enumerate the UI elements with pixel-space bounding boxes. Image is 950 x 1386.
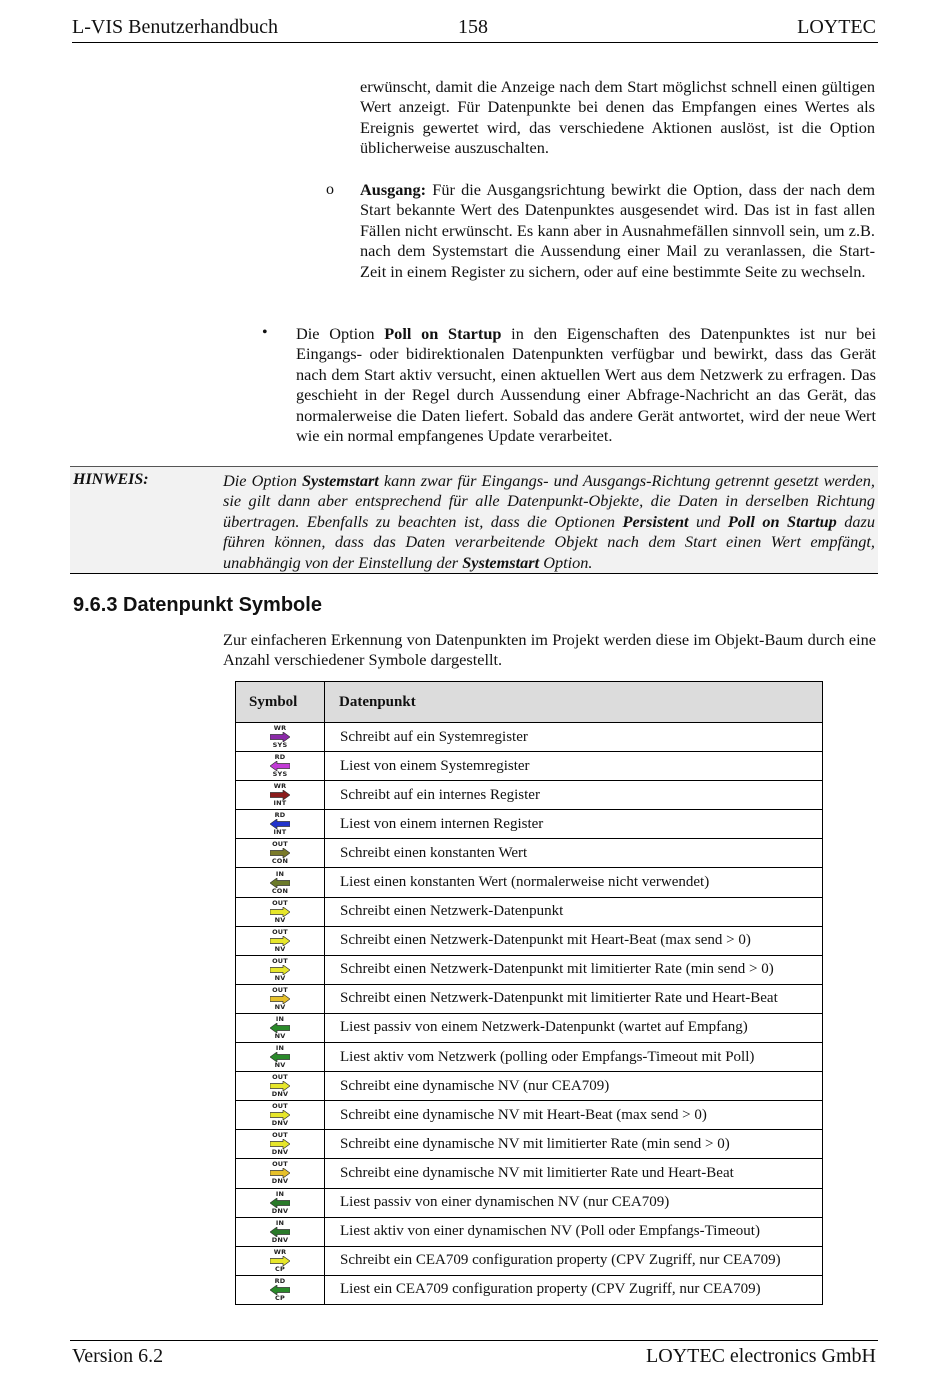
symbol-table	[235, 681, 823, 1305]
datapoint-description: Liest passiv von einer dynamischen NV (nur CEA709)	[325, 1188, 823, 1217]
datapoint-description: Liest passiv von einem Netzwerk-Datenpunkt (wartet auf Empfang)	[325, 1013, 823, 1042]
page-header	[72, 14, 878, 43]
datapoint-description: Schreibt einen Netzwerk-Datenpunkt	[325, 897, 823, 926]
datapoint-description: Schreibt einen Netzwerk-Datenpunkt mit limitierter Rate (min send > 0)	[325, 955, 823, 984]
datapoint-arrow-icon	[269, 1220, 291, 1244]
icon-top-label: OUT	[272, 898, 288, 907]
note-b1: Systemstart	[301, 471, 379, 490]
icon-top-label: RD	[274, 1276, 286, 1285]
note-b3: Poll on Startup	[727, 511, 837, 531]
symbol-cell	[236, 1188, 325, 1217]
icon-top-label: OUT	[272, 985, 288, 994]
icon-top-label: WR	[273, 782, 287, 791]
output-direction-paragraph	[360, 180, 875, 282]
header-page-number: 158	[458, 16, 488, 38]
icon-bottom-label: DNV	[271, 1148, 289, 1157]
symbol-cell	[236, 1072, 325, 1101]
header-company: LOYTEC	[797, 16, 876, 38]
icon-bottom-label: SYS	[272, 741, 288, 750]
symbol-cell	[236, 897, 325, 926]
note-t5: Option.	[539, 552, 593, 572]
note-t2: kann zwar für Eingangs- und Ausgangs-Richtung getrennt gesetzt werden, sie gilt dann aber entsprechend für alle Datenpunkt-Objekte, die Daten in derselben Richtung übertragen. Ebenfalls zu beachten ist, dass die Optionen	[223, 471, 875, 531]
icon-top-label: RD	[274, 753, 286, 762]
icon-top-label: OUT	[272, 927, 288, 936]
table-row	[236, 1101, 823, 1130]
datapoint-arrow-icon	[269, 841, 291, 865]
poll-pre: Die Option	[296, 324, 385, 343]
icon-bottom-label: DNV	[271, 1235, 289, 1244]
section-heading: 9.6.3 Datenpunkt Symbole	[73, 594, 322, 616]
icon-top-label: IN	[275, 1189, 285, 1198]
symbol-cell	[236, 1043, 325, 1072]
symbol-cell	[236, 926, 325, 955]
datapoint-description: Schreibt ein CEA709 configuration property (CPV Zugriff, nur CEA709)	[325, 1246, 823, 1275]
dot-bullet: •	[262, 324, 268, 341]
note-t4: dazu führen können, dass das Daten verarbeitende Objekt nach dem Start einen Wert empfängt, unabhängig von der Einstellung der	[223, 511, 875, 572]
icon-top-label: OUT	[272, 840, 288, 849]
symbol-cell	[236, 781, 325, 810]
datapoint-arrow-icon	[269, 1074, 291, 1098]
icon-bottom-label: NV	[274, 944, 286, 953]
footer-version: Version 6.2	[72, 1345, 164, 1367]
icon-top-label: IN	[275, 869, 285, 878]
table-row	[236, 1072, 823, 1101]
datapoint-description: Schreibt einen Netzwerk-Datenpunkt mit Heart-Beat (max send > 0)	[325, 926, 823, 955]
note-box	[70, 466, 878, 574]
table-row	[236, 1246, 823, 1275]
icon-bottom-label: INT	[273, 828, 287, 837]
datapoint-arrow-icon	[269, 812, 291, 836]
table-row	[236, 1159, 823, 1188]
table-row	[236, 868, 823, 897]
datapoint-arrow-icon	[269, 1132, 291, 1156]
symbol-cell	[236, 1246, 325, 1275]
symbol-cell	[236, 752, 325, 781]
table-row	[236, 1188, 823, 1217]
icon-bottom-label: CON	[271, 857, 289, 866]
table-row	[236, 926, 823, 955]
table-row	[236, 897, 823, 926]
symbol-cell	[236, 1217, 325, 1246]
icon-top-label: IN	[275, 1044, 285, 1053]
symbol-cell	[236, 1101, 325, 1130]
icon-bottom-label: NV	[274, 1002, 286, 1011]
datapoint-arrow-icon	[269, 754, 291, 778]
datapoint-arrow-icon	[269, 1016, 291, 1040]
datapoint-description: Schreibt eine dynamische NV mit limitierter Rate (min send > 0)	[325, 1130, 823, 1159]
page-footer	[70, 1340, 878, 1371]
note-label: HINWEIS:	[73, 471, 149, 488]
datapoint-description: Liest ein CEA709 configuration property (CPV Zugriff, nur CEA709)	[325, 1275, 823, 1304]
section-intro: Zur einfacheren Erkennung von Datenpunkten im Projekt werden diese im Objekt-Baum durch eine Anzahl verschiedener Symbole dargestellt.	[223, 630, 876, 670]
symbol-cell	[236, 723, 325, 752]
table-row	[236, 1217, 823, 1246]
symbol-cell	[236, 1275, 325, 1304]
datapoint-arrow-icon	[269, 1249, 291, 1273]
datapoint-arrow-icon	[269, 929, 291, 953]
table-row	[236, 723, 823, 752]
datapoint-arrow-icon	[269, 1278, 291, 1302]
datapoint-description: Schreibt einen konstanten Wert	[325, 839, 823, 868]
symbol-cell	[236, 868, 325, 897]
datapoint-description: Liest von einem internen Register	[325, 810, 823, 839]
datapoint-description: Schreibt eine dynamische NV mit limitierter Rate und Heart-Beat	[325, 1159, 823, 1188]
startup-input-paragraph: erwünscht, damit die Anzeige nach dem Start möglichst schnell einen gültigen Wert anzeigt. Für Datenpunkte bei denen das Empfangen eines Wertes als Ereignis gewertet wird, das verschiedene Aktionen auslöst, ist die Option üblicherweise auszuschalten.	[360, 77, 875, 158]
header-datenpunkt: Datenpunkt	[325, 682, 823, 723]
datapoint-arrow-icon	[269, 783, 291, 807]
note-t3: und	[688, 511, 728, 531]
datapoint-description: Liest von einem Systemregister	[325, 752, 823, 781]
datapoint-description: Schreibt einen Netzwerk-Datenpunkt mit limitierter Rate und Heart-Beat	[325, 984, 823, 1013]
datapoint-arrow-icon	[269, 1191, 291, 1215]
icon-bottom-label: INT	[273, 799, 287, 808]
icon-bottom-label: NV	[274, 1061, 286, 1070]
datapoint-arrow-icon	[269, 1161, 291, 1185]
table-header-row	[236, 682, 823, 723]
icon-top-label: OUT	[272, 1102, 288, 1111]
symbol-cell	[236, 839, 325, 868]
datapoint-description: Liest aktiv vom Netzwerk (polling oder Empfangs-Timeout mit Poll)	[325, 1043, 823, 1072]
symbol-cell	[236, 984, 325, 1013]
icon-bottom-label: CP	[275, 1264, 285, 1273]
datapoint-description: Schreibt auf ein Systemregister	[325, 723, 823, 752]
table-row	[236, 1275, 823, 1304]
table-body	[236, 723, 823, 1305]
table-row	[236, 1130, 823, 1159]
header-manual-title: L-VIS Benutzerhandbuch	[72, 16, 279, 38]
icon-bottom-label: DNV	[271, 1206, 289, 1215]
table-row	[236, 1013, 823, 1042]
icon-top-label: WR	[273, 724, 287, 733]
datapoint-arrow-icon	[269, 1103, 291, 1127]
icon-top-label: RD	[274, 811, 286, 820]
table-row	[236, 839, 823, 868]
icon-bottom-label: DNV	[271, 1090, 289, 1099]
datapoint-description: Liest aktiv von einer dynamischen NV (Poll oder Empfangs-Timeout)	[325, 1217, 823, 1246]
datapoint-arrow-icon	[269, 1045, 291, 1069]
datapoint-description: Schreibt eine dynamische NV (nur CEA709)	[325, 1072, 823, 1101]
symbol-cell	[236, 1130, 325, 1159]
poll-term: Poll on Startup	[384, 324, 502, 343]
icon-top-label: OUT	[272, 1160, 288, 1169]
icon-bottom-label: NV	[274, 915, 286, 924]
icon-bottom-label: NV	[274, 1031, 286, 1040]
icon-bottom-label: CP	[275, 1293, 285, 1302]
table-row	[236, 781, 823, 810]
note-b2: Persistent	[622, 511, 689, 531]
icon-bottom-label: DNV	[271, 1119, 289, 1128]
icon-top-label: OUT	[272, 1073, 288, 1082]
datapoint-arrow-icon	[269, 958, 291, 982]
symbol-cell	[236, 955, 325, 984]
datapoint-arrow-icon	[269, 725, 291, 749]
note-b4: Systemstart	[462, 552, 540, 572]
datapoint-description: Schreibt auf ein internes Register	[325, 781, 823, 810]
note-t1: Die Option	[223, 471, 302, 490]
icon-top-label: IN	[275, 1014, 285, 1023]
note-text	[223, 471, 875, 573]
datapoint-description: Schreibt eine dynamische NV mit Heart-Beat (max send > 0)	[325, 1101, 823, 1130]
datapoint-description: Liest einen konstanten Wert (normalerweise nicht verwendet)	[325, 868, 823, 897]
datapoint-arrow-icon	[269, 987, 291, 1011]
table-row	[236, 1043, 823, 1072]
output-term: Ausgang:	[360, 180, 427, 199]
icon-bottom-label: CON	[271, 886, 289, 895]
icon-top-label: IN	[275, 1218, 285, 1227]
symbol-cell	[236, 810, 325, 839]
output-text: Für die Ausgangsrichtung bewirkt die Option, dass der nach dem Start bekannte Wert des Datenpunktes ausgesendet wird. Das ist in fast allen Fällen nicht erwünscht. Es kann aber in Ausnahmefällen sinnvoll sein, um z.B. nach dem Systemstart die Aussendung einer Mail zu veranlassen, die Start-Zeit in einem Register zu sichern, oder auf eine bestimmte Seite zu wechseln.	[360, 180, 875, 281]
circle-bullet: o	[326, 181, 334, 198]
table-row	[236, 752, 823, 781]
symbol-cell	[236, 1159, 325, 1188]
table-row	[236, 955, 823, 984]
header-symbol: Symbol	[236, 682, 325, 723]
datapoint-arrow-icon	[269, 900, 291, 924]
icon-top-label: OUT	[272, 1131, 288, 1140]
poll-on-startup-paragraph	[296, 324, 876, 446]
footer-company: LOYTEC electronics GmbH	[646, 1345, 876, 1367]
icon-bottom-label: SYS	[272, 770, 288, 779]
icon-top-label: WR	[273, 1247, 287, 1256]
poll-text: in den Eigenschaften des Datenpunktes ist nur bei Eingangs- oder bidirektionalen Datenpunkten verfügbar und bewirkt, dass das Gerät nach dem Start aktiv versucht, einen aktuellen Wert aus dem Netzwerk zu erfragen. Das geschieht in der Regel durch Aussendung einer Abfrage-Nachricht an das Gerät, das normalerweise die Daten liefert. Sobald das andere Gerät antwortet, wird der neue Wert wie ein normal empfangenes Update verarbeitet.	[296, 324, 876, 446]
datapoint-arrow-icon	[269, 871, 291, 895]
table-row	[236, 810, 823, 839]
icon-bottom-label: NV	[274, 973, 286, 982]
icon-bottom-label: DNV	[271, 1177, 289, 1186]
symbol-cell	[236, 1013, 325, 1042]
table-row	[236, 984, 823, 1013]
icon-top-label: OUT	[272, 956, 288, 965]
